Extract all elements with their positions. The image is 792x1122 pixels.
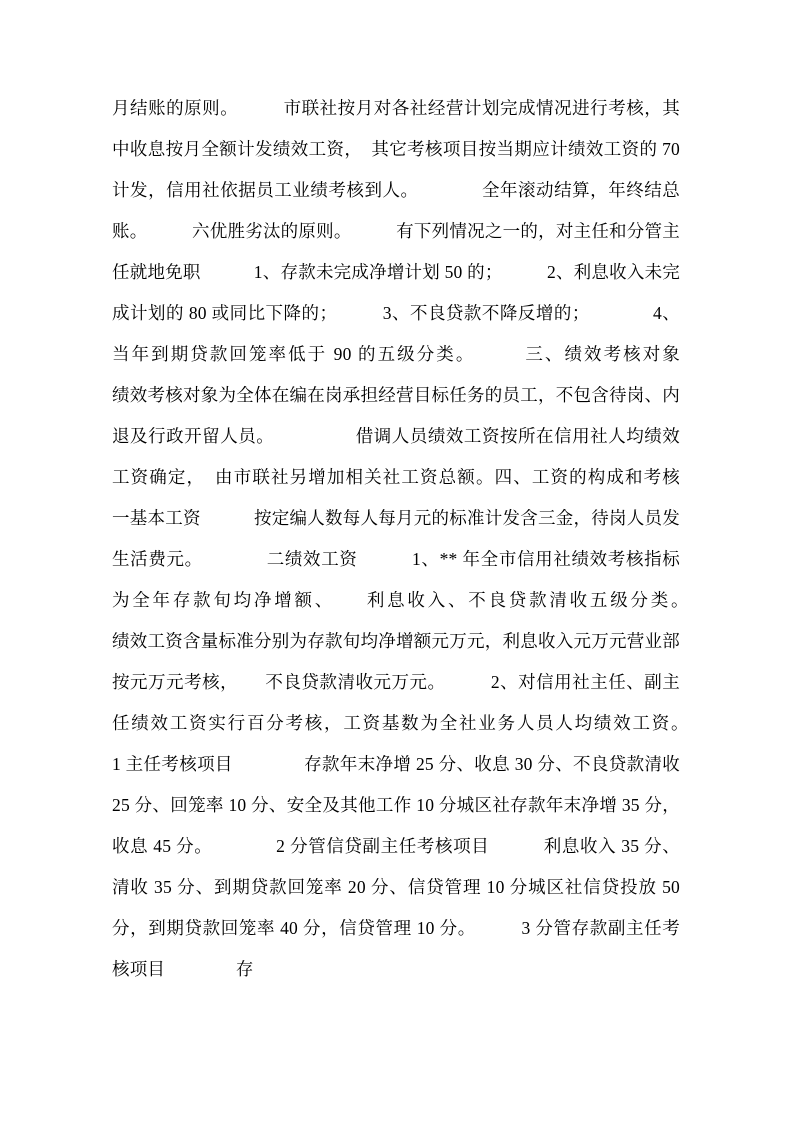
document-paragraph: 月结账的原则。 市联社按月对各社经营计划完成情况进行考核，其中收息按月全额计发绩效工资， 其它考核项目按当期应计绩效工资的 70 计发，信用社依据员工业绩考核到人。 全年滚动结算，年终结总账。 六优胜劣汰的原则。 有下列情况之一的，对主任和分管主任就地免职 1、存款未完成净增计划 50 的； 2、利息收入未完成计划的 80 或同比下降的； 3、不良贷款不降反增的； 4、当年到期贷款回笼率低于 90 的五级分类。 三、绩效考核对象 绩效考核对象为全体在编在岗承担经营目标任务的员工，不包含待岗、内退及行政开留人员。 借调人员绩效工资按所在信用社人均绩效工资确定， 由市联社另增加相关社工资总额。四、工资的构成和考核 一基本工资 按定编人数每人每月元的标准计发含三金，待岗人员发生活费元。 二绩效工资 1、** 年全市信用社绩效考核指标为全年存款旬均净增额、 利息收入、不良贷款清收五级分类。 绩效工资含量标准分别为存款旬均净增额元万元，利息收入元万元营业部按元万元考核， 不良贷款清收元万元。 2、对信用社主任、副主任绩效工资实行百分考核，工资基数为全社业务人员人均绩效工资。 1 主任考核项目 存款年末净增 25 分、收息 30 分、不良贷款清收 25 分、回笼率 10 分、安全及其他工作 10 分城区社存款年末净增 35 分，收息 45 分。 2 分管信贷副主任考核项目 利息收入 35 分、清收 35 分、到期贷款回笼率 20 分、信贷管理 10 分城区社信贷投放 50 分，到期贷款回笼率 40 分，信贷管理 10 分。 3 分管存款副主任考核项目 存 — [112, 98, 751, 979]
document-text-block — [112, 88, 751, 990]
